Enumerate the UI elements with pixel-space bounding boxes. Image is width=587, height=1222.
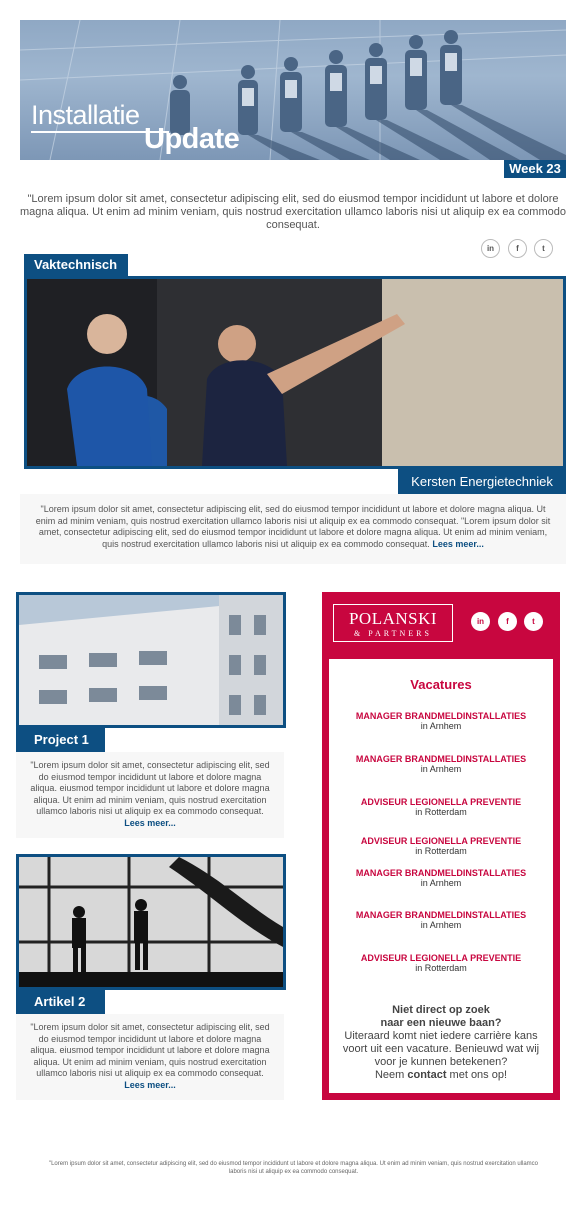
project-photo bbox=[16, 592, 286, 728]
intro-text: "Lorem ipsum dolor sit amet, consectetur adipiscing elit, sed do eiusmod tempor incididunt ut labore et dolore magna aliqua. Ut enim ad minim veniam, quis nostrud exercitation ullamco laboris nisi ut aliquip ex ea commodo consequat. bbox=[20, 193, 566, 231]
job-title: MANAGER BRANDMELDINSTALLATIES bbox=[355, 754, 527, 764]
job-location: in Arnhem bbox=[420, 721, 462, 731]
polanski-vacatures-panel bbox=[322, 592, 560, 1100]
company-label: Kersten Energietechniek bbox=[398, 469, 566, 494]
linkedin-icon[interactable]: in bbox=[481, 239, 500, 258]
vaktechnisch-read-more-link[interactable]: Lees meer... bbox=[432, 538, 484, 549]
vaktechnisch-photo bbox=[24, 276, 566, 469]
vacatures-title: Vacatures bbox=[410, 677, 472, 692]
project-read-more-link[interactable]: Lees meer... bbox=[124, 817, 176, 828]
job-title: ADVISEUR LEGIONELLA PREVENTIE bbox=[360, 797, 522, 807]
job-location: in Rotterdam bbox=[415, 846, 467, 856]
cta-neem: Neem bbox=[374, 1069, 405, 1081]
job-location: in Arnhem bbox=[420, 920, 462, 930]
polanski-logo-partners: & PARTNERS bbox=[354, 629, 432, 638]
job-item[interactable] bbox=[329, 868, 553, 888]
vaktechnisch-body bbox=[20, 494, 566, 550]
artikel-text: "Lorem ipsum dolor sit amet, consectetur adipiscing elit, sed do eiusmod tempor incididunt ut labore et dolore magna aliqua. eiusmod tempor incididunt ut labore et dolore magna aliqua. Ut enim ad minim veniam, quis nostrud exercitation ullamco laboris nisi ut aliquip ex ea commodo consequat. bbox=[30, 1022, 270, 1078]
twitter-icon[interactable]: t bbox=[534, 239, 553, 258]
job-location: in Rotterdam bbox=[415, 807, 467, 817]
artikel-photo bbox=[16, 854, 286, 990]
job-item[interactable] bbox=[329, 953, 553, 973]
footer-text: "Lorem ipsum dolor sit amet, consectetur adipiscing elit, sed do eiusmod tempor incididunt ut labore et dolore magna aliqua. Ut enim ad minim veniam, quis nostrud exercitation ullamco laboris nisi ut aliquip ex ea commodo consequat. bbox=[48, 1161, 539, 1175]
vaktechnisch-label: Vaktechnisch bbox=[24, 254, 128, 276]
artikel-read-more-link[interactable]: Lees meer... bbox=[124, 1079, 176, 1090]
vaktechnisch-text-box bbox=[20, 494, 566, 564]
week-badge: Week 23 bbox=[504, 160, 566, 178]
job-item[interactable] bbox=[329, 910, 553, 930]
job-title: MANAGER BRANDMELDINSTALLATIES bbox=[355, 868, 527, 878]
vacatures-list-box bbox=[329, 659, 553, 1093]
job-title: MANAGER BRANDMELDINSTALLATIES bbox=[355, 910, 527, 920]
job-item[interactable] bbox=[329, 711, 553, 731]
cta-contact-link[interactable]: contact bbox=[407, 1069, 447, 1081]
cta-body: Uiteraard komt niet iedere carrière kans voort uit een vacature. Benieuwd wat wij voor je kunnen betekenen? bbox=[342, 1030, 540, 1068]
job-location: in Arnhem bbox=[420, 764, 462, 774]
job-location: in Arnhem bbox=[420, 878, 462, 888]
polanski-twitter-icon[interactable]: t bbox=[524, 612, 543, 631]
hero-title-update: Update bbox=[144, 123, 240, 155]
photo-building bbox=[19, 595, 283, 725]
polanski-logo[interactable] bbox=[333, 604, 453, 642]
project-text: "Lorem ipsum dolor sit amet, consectetur adipiscing elit, sed do eiusmod tempor incididunt ut labore et dolore magna aliqua. eiusmod tempor incididunt ut labore et dolore magna aliqua. Ut enim ad minim veniam, quis nostrud exercitation ullamco laboris nisi ut aliquip ex ea commodo consequat. bbox=[30, 760, 270, 816]
polanski-logo-name: POLANSKI bbox=[348, 609, 438, 628]
project-body bbox=[16, 752, 284, 829]
project-text-box bbox=[16, 752, 284, 838]
polanski-linkedin-icon[interactable]: in bbox=[471, 612, 490, 631]
artikel-text-box bbox=[16, 1014, 284, 1100]
polanski-cta bbox=[335, 1004, 547, 1082]
cta-contact-line bbox=[335, 1069, 547, 1082]
job-location: in Rotterdam bbox=[415, 963, 467, 973]
job-title: MANAGER BRANDMELDINSTALLATIES bbox=[355, 711, 527, 721]
hero-photo-workers bbox=[20, 20, 566, 160]
project-label: Project 1 bbox=[16, 728, 105, 752]
hero-title-installatie: Installatie bbox=[31, 100, 140, 130]
job-title: ADVISEUR LEGIONELLA PREVENTIE bbox=[360, 836, 522, 846]
vaktechnisch-text: "Lorem ipsum dolor sit amet, consectetur adipiscing elit, sed do eiusmod tempor incididunt ut labore et dolore magna aliqua. Ut enim ad minim veniam, quis nostrud exercitation ullamco laboris nisi ut aliquip ex ea commodo consequat. "Lorem ipsum dolor sit amet, consectetur adipiscing elit, sed do eiusmod tempor incididunt ut labore et dolore magna aliqua. Ut enim ad minim veniam, quis nostrud exercitation ullamco laboris nisi ut aliquip ex ea commodo consequat. bbox=[35, 504, 551, 549]
artikel-label: Artikel 2 bbox=[16, 990, 105, 1014]
hero-banner bbox=[20, 20, 566, 160]
job-title: ADVISEUR LEGIONELLA PREVENTIE bbox=[360, 953, 522, 963]
cta-heading-2: naar een nieuwe baan? bbox=[380, 1017, 502, 1029]
cta-end: met ons op! bbox=[449, 1069, 508, 1081]
facebook-icon[interactable]: f bbox=[508, 239, 527, 258]
cta-heading-1: Niet direct op zoek bbox=[392, 1004, 490, 1016]
artikel-body bbox=[16, 1014, 284, 1091]
polanski-facebook-icon[interactable]: f bbox=[498, 612, 517, 631]
job-item[interactable] bbox=[329, 797, 553, 817]
photo-technicians bbox=[27, 279, 563, 466]
job-item[interactable] bbox=[329, 754, 553, 774]
job-item[interactable] bbox=[329, 836, 553, 856]
photo-scaffold-workers bbox=[19, 857, 283, 987]
